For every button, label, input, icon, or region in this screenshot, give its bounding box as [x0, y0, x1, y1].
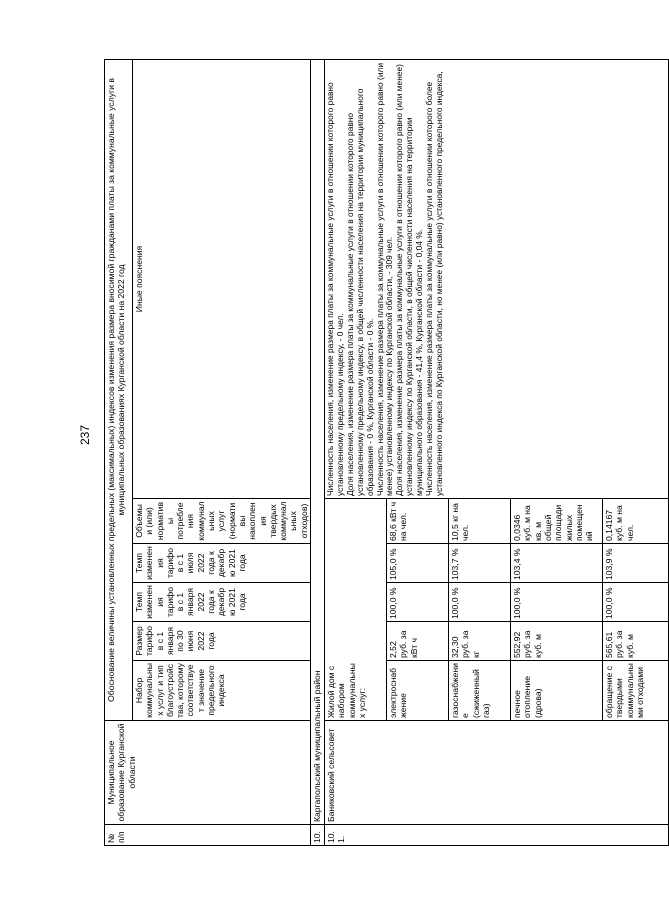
service-rate-jul: 105,0 %	[387, 544, 449, 583]
header-explanation: Иные пояснения	[133, 59, 311, 498]
entry-name: Баниковский сельсовет	[325, 721, 669, 825]
header-num: № п/п	[105, 825, 311, 846]
service-name: газоснабжение (сжиженный газ)	[449, 661, 511, 721]
service-name: электроснабжение	[387, 661, 449, 721]
service-name: обращение с твердыми коммунальными отходами	[603, 661, 669, 721]
header-rate-jan: Темп изменения тарифов с 1 января 2022 года к декабрю 2021 года	[133, 583, 311, 622]
header-rate-jul: Темп изменения тарифов с 1 июля 2022 года к декабрю 2021 года	[133, 544, 311, 583]
service-rate-jul: 103,7 %	[449, 544, 511, 583]
header-service-set: Набор коммунальных услуг и тип благоустройства, которому соответствует значение предельного индекса	[133, 661, 311, 721]
service-rate-jan: 100,0 %	[603, 583, 669, 622]
service-tariff: 565,61 руб. за куб. м	[603, 622, 669, 661]
service-rate-jan: 100,0 %	[449, 583, 511, 622]
service-tariff: 32,30 руб. за кг	[449, 622, 511, 661]
service-volume: 0,0346 куб. м на кв. м общей площади жилых помещений	[511, 499, 603, 544]
service-volume: 68,6 кВт ч на чел.	[387, 499, 449, 544]
service-rate-jul: 103,9 %	[603, 544, 669, 583]
service-tariff: 2,52 руб. за кВт ч	[387, 622, 449, 661]
service-rate-jan: 100,0 %	[511, 583, 603, 622]
header-basis: Обоснование величины установленных предельных (максимальных) индексов изменения размера вносимой гражданами платы за коммунальные услуги в муниципальных образованиях Курганской области на 2022 год	[105, 59, 133, 720]
page-number: 237	[78, 424, 92, 445]
service-group-label-text: Жилой дом с набором коммунальных услуг:	[326, 663, 367, 718]
header-municipality: Муниципальное образование Курганской области	[105, 721, 311, 825]
explanation-text: Численность населения, изменение размера платы за коммунальные услуги в отношении которого равно установленному предельному индексу, - 0 чел. Доля населения, изменение размера платы за коммунальные услуги в отношении которого равно установленному предельному индексу, в общей численности населения на территории муниципального образования - 0 %, Курганской области - 0 %. Численность населения, изменение размера платы за коммунальные услуги в отношении которого равно (или менее) установленному индексу по Курганской области, - 309 чел. Доля населения, изменение размера платы за коммунальные услуги в отношении которого равно (или менее) установленному индексу по Курганской области, в общей численности населения на территории муниципального образования - 41,4 %, Курганской области - 0,04 %. Численность населения, изменение размера платы за коммунальные услуги в отношении которого более установленного индекса по Курганской области, но менее (или равно) установленного предельного индекса,	[325, 59, 669, 498]
entry-num: 10.1.	[325, 825, 669, 846]
header-tariff: Размер тарифов с 1 января по 30 июня 2022 года	[133, 622, 311, 661]
service-group-label	[325, 499, 387, 721]
indices-table	[104, 59, 669, 846]
rotated-table-container	[104, 60, 645, 846]
service-tariff: 552,92 руб. за куб. м	[511, 622, 603, 661]
service-name: печное отопление (дрова)	[511, 661, 603, 721]
service-volume: 0,14167 куб. м на чел.	[603, 499, 669, 544]
service-rate-jan: 100,0 %	[387, 583, 449, 622]
header-volume: Объемы и (или) нормативы потребления коммунальных услуг (нормативы накопления твердых коммунальных отходов)	[133, 499, 311, 544]
district-num: 10.	[311, 825, 325, 846]
service-rate-jul: 103,4 %	[511, 544, 603, 583]
service-volume: 10,5 кг на чел.	[449, 499, 511, 544]
district-name: Каргапольский муниципальный район	[311, 59, 325, 824]
